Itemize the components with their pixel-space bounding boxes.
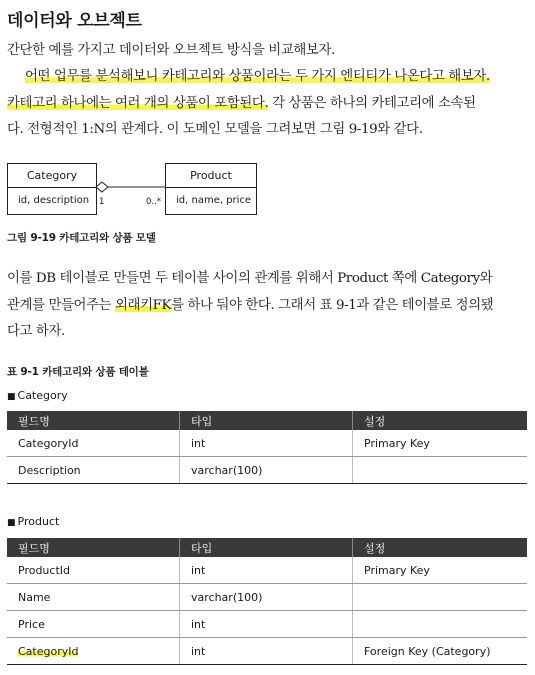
type-cell: int — [180, 557, 353, 584]
highlighted-text: 어떤 업무를 분석해보니 카테고리와 상품이라는 두 가지 엔티티가 나온다고 해보자. — [25, 69, 490, 84]
setting-cell: Foreign Key (Category) — [353, 638, 528, 665]
setting-cell: Primary Key — [353, 557, 528, 584]
product-class-title: Product — [166, 164, 256, 188]
paragraph-text: 각 상품은 하나의 카테고리에 소속된 — [268, 95, 476, 111]
category-class-title: Category — [8, 164, 96, 188]
highlighted-text-2: 카테고리 하나에는 여러 개의 상품이 포함된다. — [7, 95, 269, 111]
table-row — [7, 611, 527, 638]
column-header-setting: 설정 — [353, 538, 528, 557]
table-row — [7, 557, 527, 584]
paragraph-text: 를 하나 둬야 한다. 그래서 표 9-1과 같은 테이블로 정의됐 — [171, 297, 494, 313]
paragraph-text: 이를 DB 테이블로 만들면 두 테이블 사이의 관계를 위해서 Product 쪽에 Category와 — [7, 271, 493, 286]
column-header-type: 타입 — [180, 411, 353, 430]
multiplicity-many: 0..* — [146, 197, 162, 207]
aggregation-diamond-icon — [96, 182, 108, 192]
column-header-field: 필드명 — [7, 411, 180, 430]
field-cell — [7, 638, 180, 665]
column-header-type: 타입 — [180, 538, 353, 557]
aggregation-connector — [95, 180, 167, 194]
column-header-field: 필드명 — [7, 538, 180, 557]
table-caption: 표 9-1 카테고리와 상품 테이블 — [7, 366, 149, 378]
product-table — [7, 538, 527, 665]
paragraph-text: 다. 전형적인 1:N의 관계다. 이 도메인 모델을 그려보면 그림 9-19와 같다. — [7, 122, 423, 137]
category-class-attributes: id, description — [18, 195, 90, 206]
multiplicity-one: 1 — [99, 197, 105, 207]
type-cell: int — [180, 638, 353, 665]
type-cell: int — [180, 611, 353, 638]
square-bullet-icon: ■ — [7, 392, 16, 402]
field-cell: Description — [7, 457, 180, 484]
table-row — [7, 430, 527, 457]
type-cell: int — [180, 430, 353, 457]
setting-cell: Primary Key — [353, 430, 528, 457]
paragraph-text: 다고 하자. — [7, 324, 65, 339]
setting-cell — [353, 611, 528, 638]
field-cell: ProductId — [7, 557, 180, 584]
category-table — [7, 411, 527, 484]
product-table-label: ■ Product — [7, 515, 60, 528]
setting-cell — [353, 584, 528, 611]
product-class-box — [165, 163, 257, 215]
table-row — [7, 457, 527, 484]
column-header-setting: 설정 — [353, 411, 528, 430]
category-table-label: ■ Category — [7, 389, 68, 402]
table-row — [7, 584, 527, 611]
square-bullet-icon: ■ — [7, 518, 16, 528]
table-row — [7, 638, 527, 665]
paragraph-text: 관계를 만들어주는 — [7, 297, 115, 313]
field-cell: Price — [7, 611, 180, 638]
intro-paragraph: 간단한 예를 가지고 데이터와 오브젝트 방식을 비교해보자. — [7, 43, 335, 58]
setting-cell — [353, 457, 528, 484]
highlighted-fk-field: CategoryId — [18, 644, 79, 658]
figure-caption: 그림 9-19 카테고리와 상품 모델 — [7, 232, 156, 244]
type-cell: varchar(100) — [180, 457, 353, 484]
field-cell: CategoryId — [7, 430, 180, 457]
field-cell: Name — [7, 584, 180, 611]
type-cell: varchar(100) — [180, 584, 353, 611]
category-class-box — [7, 163, 97, 215]
highlighted-fk-text: 외래키FK — [115, 297, 172, 313]
product-class-attributes: id, name, price — [176, 195, 252, 206]
body-paragraph-2 — [7, 266, 527, 346]
body-paragraph-1 — [7, 64, 527, 144]
section-heading: 데이터와 오브젝트 — [7, 11, 142, 31]
